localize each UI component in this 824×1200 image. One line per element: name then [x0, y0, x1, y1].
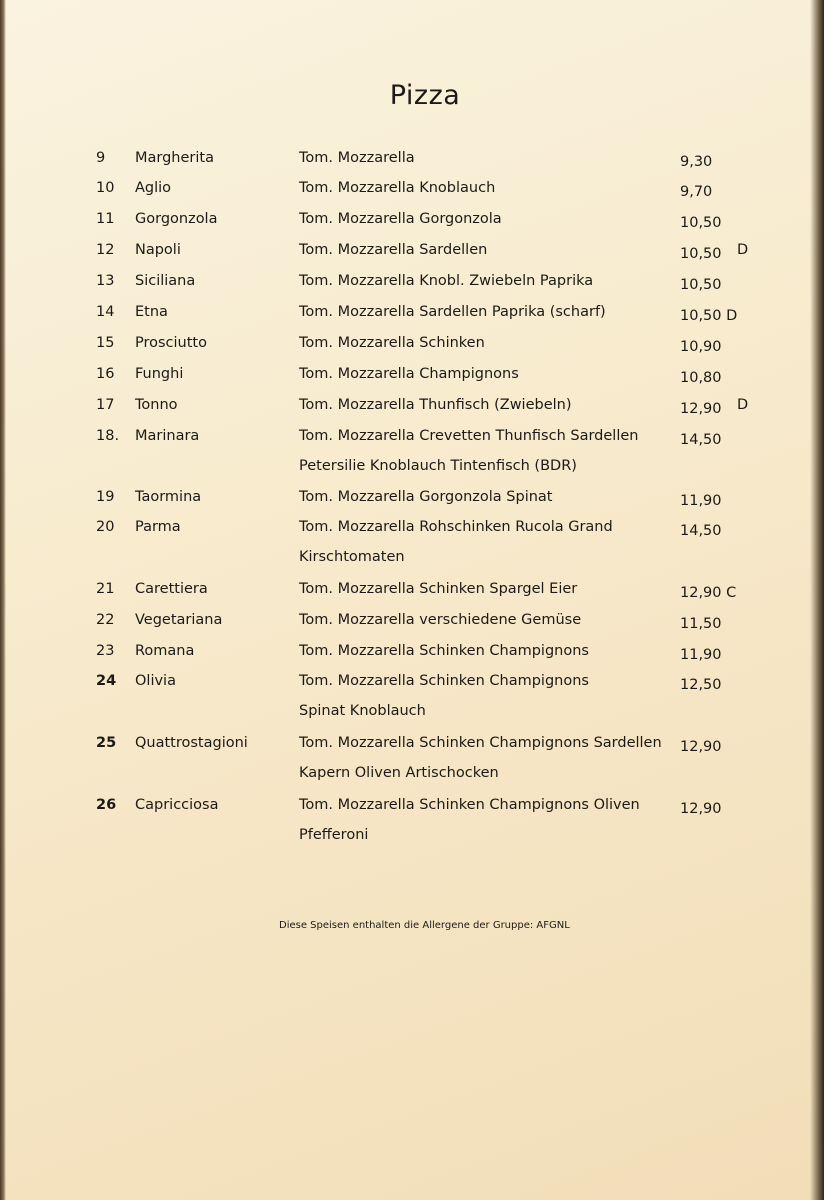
item-price: 11,90	[680, 647, 722, 663]
item-name: Olivia	[135, 673, 176, 689]
item-number: 22	[96, 612, 115, 628]
item-description: Tom. Mozzarella Schinken Champignons	[299, 643, 589, 659]
item-price: 12,90	[680, 739, 722, 755]
item-name: Taormina	[135, 489, 202, 505]
item-description-continued: Kirschtomaten	[299, 549, 405, 565]
item-name: Parma	[135, 519, 181, 535]
item-name: Vegetariana	[135, 612, 223, 628]
item-name: Capricciosa	[135, 797, 219, 813]
item-price: 11,90	[680, 493, 722, 509]
item-description: Tom. Mozzarella Schinken Champignons Sardellen	[299, 735, 662, 751]
item-number: 21	[96, 581, 115, 597]
item-name: Marinara	[135, 428, 200, 444]
item-price: 10,50 D	[680, 308, 738, 324]
item-number: 25	[96, 735, 117, 751]
item-price: 10,90	[680, 339, 722, 355]
item-allergen: D	[737, 397, 749, 413]
item-number: 14	[96, 304, 115, 320]
item-description: Tom. Mozzarella Schinken Champignons Oliven	[299, 797, 640, 813]
menu-item	[0, 366, 824, 396]
item-description-continued: Pfefferoni	[299, 827, 369, 843]
item-price: 11,50	[680, 616, 722, 632]
item-name: Prosciutto	[135, 335, 207, 351]
item-number: 9	[96, 150, 106, 166]
item-description: Tom. Mozzarella Gorgonzola Spinat	[299, 489, 553, 505]
item-price: 14,50	[680, 432, 722, 448]
item-allergen: D	[737, 242, 749, 258]
item-number: 20	[96, 519, 115, 535]
menu-item	[0, 673, 824, 719]
item-description-continued: Petersilie Knoblauch Tintenfisch (BDR)	[299, 458, 577, 474]
item-number: 17	[96, 397, 115, 413]
item-description: Tom. Mozzarella Sardellen Paprika (scharf)	[299, 304, 606, 320]
item-number: 19	[96, 489, 115, 505]
item-number: 12	[96, 242, 115, 258]
item-name: Funghi	[135, 366, 184, 382]
item-name: Romana	[135, 643, 195, 659]
item-price: 9,70	[680, 184, 713, 200]
item-name: Margherita	[135, 150, 214, 166]
menu-item	[0, 581, 824, 611]
item-price: 12,90	[680, 801, 722, 817]
item-description: Tom. Mozzarella Schinken Spargel Eier	[299, 581, 578, 597]
item-description: Tom. Mozzarella Knobl. Zwiebeln Paprika	[299, 273, 594, 289]
menu-item	[0, 519, 824, 565]
item-name: Napoli	[135, 242, 181, 258]
menu-item	[0, 180, 824, 210]
item-name: Gorgonzola	[135, 211, 218, 227]
item-price: 12,50	[680, 677, 722, 693]
allergen-footnote: Diese Speisen enthalten die Allergene der Gruppe: AFGNL	[279, 920, 570, 931]
menu-item	[0, 612, 824, 642]
menu-item	[0, 797, 824, 843]
item-name: Carettiera	[135, 581, 208, 597]
item-description: Tom. Mozzarella Knoblauch	[299, 180, 496, 196]
item-number: 16	[96, 366, 115, 382]
item-description: Tom. Mozzarella Thunfisch (Zwiebeln)	[299, 397, 572, 413]
item-description: Tom. Mozzarella Rohschinken Rucola Grand	[299, 519, 613, 535]
item-number: 26	[96, 797, 117, 813]
item-price: 10,50	[680, 215, 722, 231]
item-number: 13	[96, 273, 115, 289]
item-name: Etna	[135, 304, 168, 320]
item-price: 12,90 C	[680, 585, 737, 601]
item-description: Tom. Mozzarella verschiedene Gemüse	[299, 612, 582, 628]
item-name: Quattrostagioni	[135, 735, 248, 751]
menu-item	[0, 428, 824, 474]
menu-item	[0, 150, 824, 180]
item-price: 10,50	[680, 246, 722, 262]
item-description: Tom. Mozzarella Gorgonzola	[299, 211, 502, 227]
item-description: Tom. Mozzarella Schinken	[299, 335, 485, 351]
item-description: Tom. Mozzarella Sardellen	[299, 242, 488, 258]
item-price: 10,50	[680, 277, 722, 293]
menu-item	[0, 397, 824, 427]
item-number: 15	[96, 335, 115, 351]
page-title: Pizza	[389, 80, 461, 111]
menu-item	[0, 242, 824, 272]
menu-item	[0, 304, 824, 334]
item-name: Tonno	[135, 397, 178, 413]
menu-item	[0, 489, 824, 519]
item-description: Tom. Mozzarella Crevetten Thunfisch Sardellen	[299, 428, 639, 444]
item-name: Siciliana	[135, 273, 196, 289]
item-name: Aglio	[135, 180, 172, 196]
item-price: 10,80	[680, 370, 722, 386]
item-price: 12,90	[680, 401, 722, 417]
item-number: 10	[96, 180, 115, 196]
menu-item	[0, 735, 824, 781]
menu-item	[0, 643, 824, 673]
item-description-continued: Kapern Oliven Artischocken	[299, 765, 499, 781]
item-number: 24	[96, 673, 117, 689]
menu-item	[0, 335, 824, 365]
item-price: 14,50	[680, 523, 722, 539]
item-description: Tom. Mozzarella	[299, 150, 415, 166]
menu-item	[0, 211, 824, 241]
item-description: Tom. Mozzarella Champignons	[299, 366, 519, 382]
item-number: 18.	[96, 428, 120, 444]
item-price: 9,30	[680, 154, 713, 170]
menu-item	[0, 273, 824, 303]
item-number: 11	[96, 211, 115, 227]
item-description: Tom. Mozzarella Schinken Champignons	[299, 673, 589, 689]
item-description-continued: Spinat Knoblauch	[299, 703, 426, 719]
item-number: 23	[96, 643, 115, 659]
